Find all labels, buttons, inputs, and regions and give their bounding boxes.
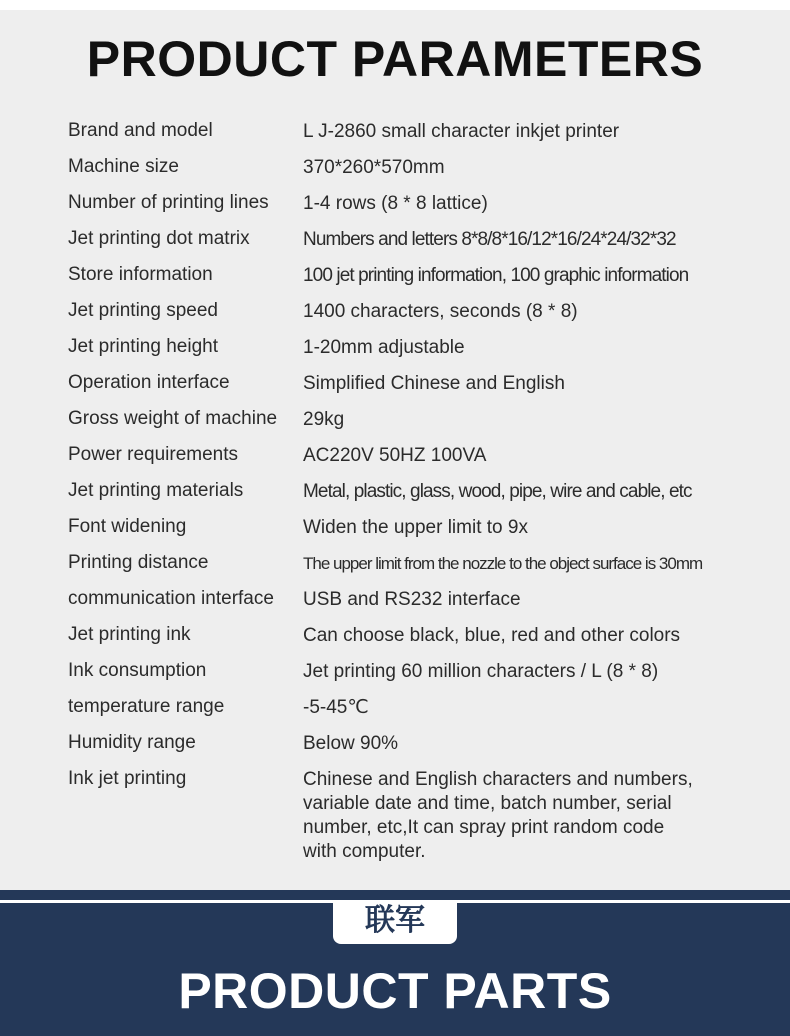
- parameter-value: L J-2860 small character inkjet printer: [303, 121, 620, 142]
- parameter-label: Jet printing ink: [68, 624, 191, 645]
- parameter-row: [0, 336, 790, 372]
- parameter-value: Numbers and letters 8*8/8*16/12*16/24*24/32*32: [303, 229, 676, 250]
- parameter-row: [0, 480, 790, 516]
- parameter-label: temperature range: [68, 696, 225, 717]
- parameter-label: Gross weight of machine: [68, 408, 278, 429]
- parameter-value: Metal, plastic, glass, wood, pipe, wire and cable, etc: [303, 481, 692, 502]
- parameter-value: Jet printing 60 million characters / L (8 * 8): [303, 661, 659, 682]
- parameter-row: [0, 264, 790, 300]
- parameter-value: 370*260*570mm: [303, 157, 445, 178]
- parameter-row: [0, 192, 790, 228]
- parameter-value: 100 jet printing information, 100 graphic information: [303, 265, 689, 286]
- parameter-row: [0, 228, 790, 264]
- parameter-row: [0, 516, 790, 552]
- product-parts-title: PRODUCT PARTS: [178, 963, 612, 1019]
- parameter-label: Jet printing materials: [68, 480, 244, 501]
- parameter-row: [0, 660, 790, 696]
- parameter-label: Jet printing height: [68, 336, 218, 357]
- parameter-label: Ink consumption: [68, 660, 207, 681]
- parameter-label: Power requirements: [68, 444, 239, 465]
- brand-tab: 联军: [333, 900, 457, 944]
- parameters-title: PRODUCT PARAMETERS: [86, 31, 704, 87]
- parameter-label: Humidity range: [68, 732, 196, 753]
- parameter-value: AC220V 50HZ 100VA: [303, 445, 487, 466]
- parameter-label: Brand and model: [68, 120, 213, 141]
- parameter-row: [0, 588, 790, 624]
- parameter-row: [0, 156, 790, 192]
- parameter-label: communication interface: [68, 588, 274, 609]
- parameter-row: [0, 120, 790, 156]
- parameter-label: Number of printing lines: [68, 192, 269, 213]
- parameter-row: [0, 696, 790, 732]
- parameter-row: [0, 372, 790, 408]
- parameter-value: 1-4 rows (8 * 8 lattice): [303, 193, 488, 214]
- parameter-row: [0, 552, 790, 588]
- parameter-label: Jet printing speed: [68, 300, 218, 321]
- parameter-label: Store information: [68, 264, 213, 285]
- parameter-value: Widen the upper limit to 9x: [303, 517, 528, 538]
- parameter-label: Printing distance: [68, 552, 209, 573]
- parameter-label: Jet printing dot matrix: [68, 228, 250, 249]
- parameter-label: Font widening: [68, 516, 187, 537]
- parameter-row: [0, 444, 790, 480]
- parameter-value: Chinese and English characters and numbers, variable date and time, batch number, serial number, etc,It can spray print random code with computer.: [303, 769, 693, 862]
- parameter-value: Can choose black, blue, red and other colors: [303, 625, 681, 646]
- parameter-value: -5-45℃: [303, 697, 369, 718]
- parameter-value: 1400 characters, seconds (8 * 8): [303, 301, 578, 322]
- parameter-value: 29kg: [303, 409, 345, 430]
- product-parts-banner: [0, 890, 790, 1036]
- parameter-row: [0, 408, 790, 444]
- parameter-row: [0, 768, 790, 868]
- parameter-label: Operation interface: [68, 372, 230, 393]
- parameter-label: Ink jet printing: [68, 768, 187, 789]
- parameter-value: The upper limit from the nozzle to the object surface is 30mm: [303, 554, 703, 573]
- parameter-row: [0, 300, 790, 336]
- parameter-row: [0, 624, 790, 660]
- parameter-value: 1-20mm adjustable: [303, 337, 465, 358]
- parameter-label: Machine size: [68, 156, 179, 177]
- parameters-section: [0, 10, 790, 890]
- parameter-row: [0, 732, 790, 768]
- parameter-value: USB and RS232 interface: [303, 589, 521, 610]
- parameter-value: Simplified Chinese and English: [303, 373, 565, 394]
- parameter-value: Below 90%: [303, 733, 399, 754]
